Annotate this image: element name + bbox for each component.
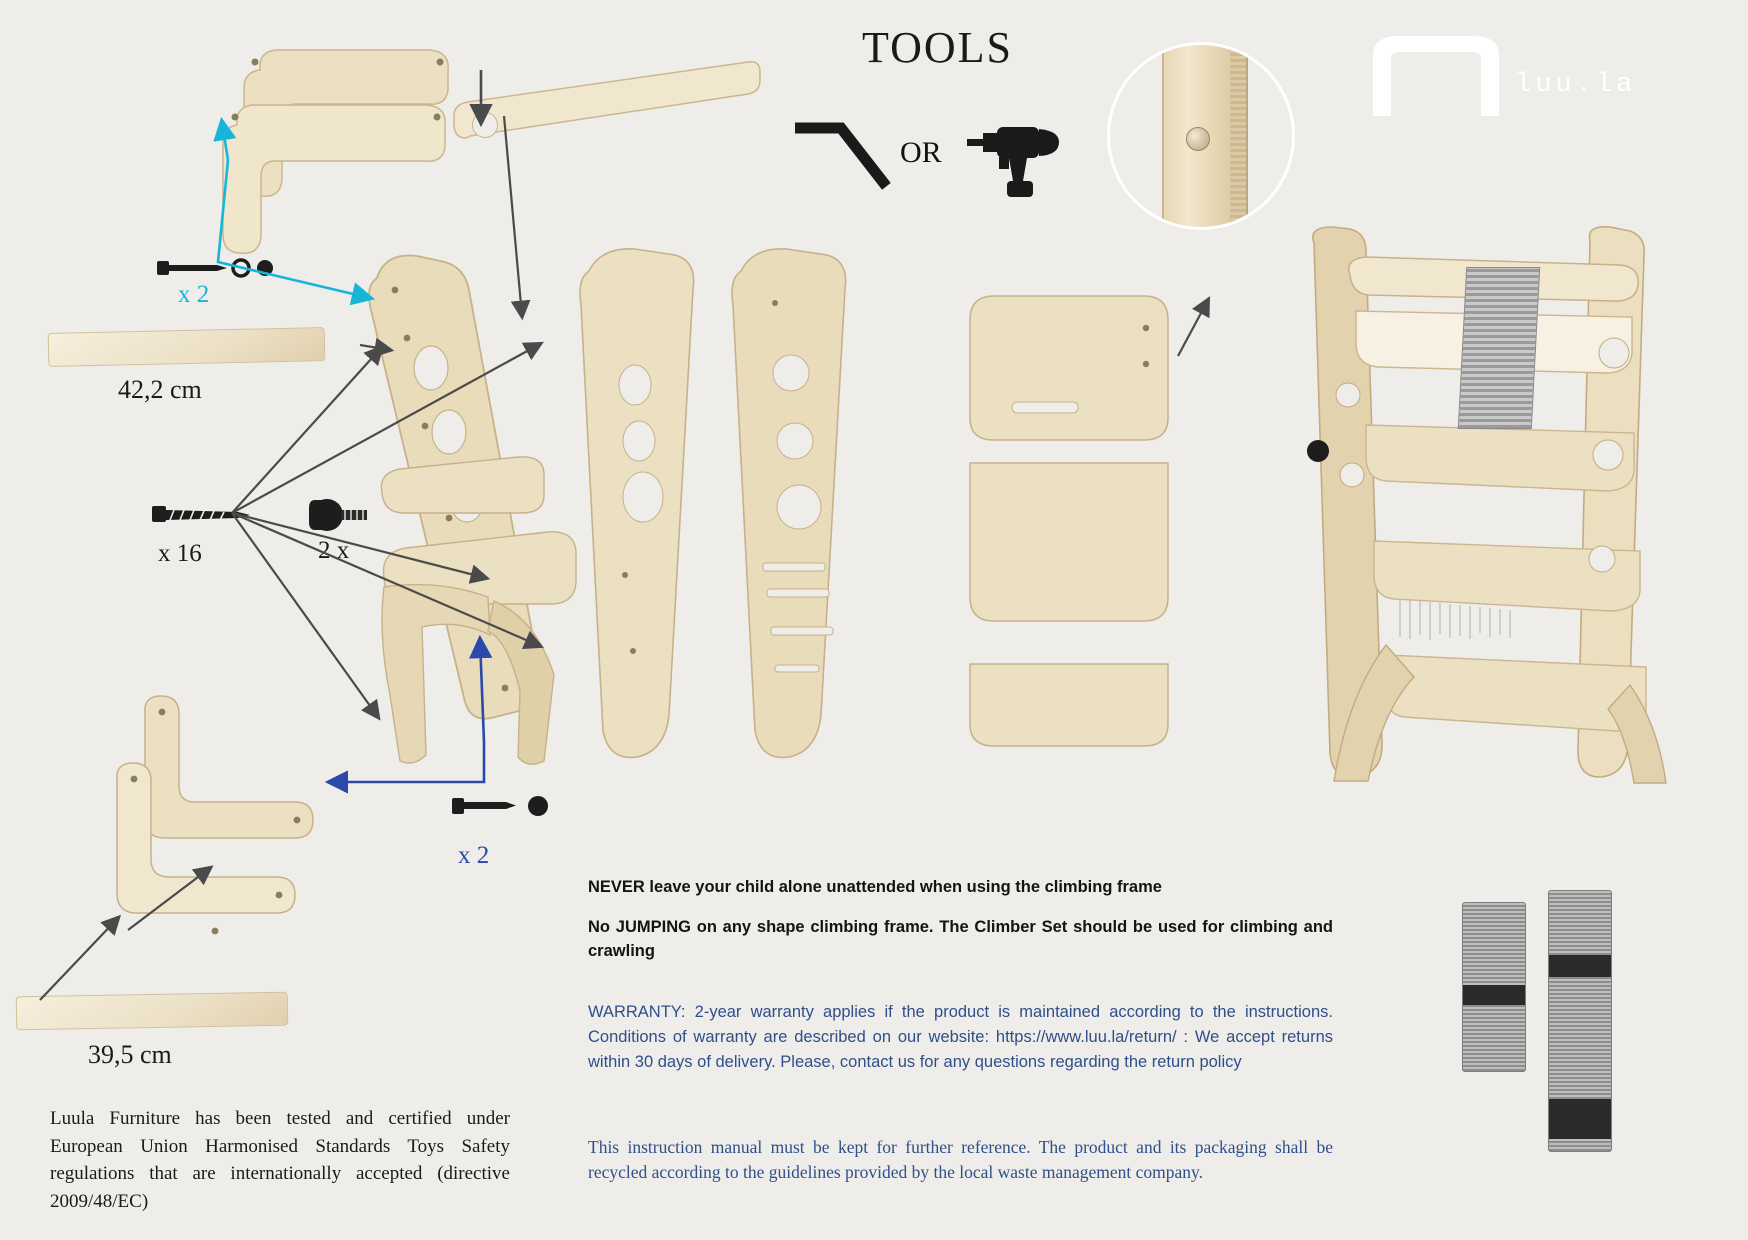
safety-warning-1: NEVER leave your child alone unattended when using the climbing frame (588, 878, 1162, 896)
brand-name: luu.la (1515, 70, 1637, 100)
bottom-bracket-shape-2 (95, 755, 305, 950)
allen-key-icon (795, 120, 900, 195)
rail-shape (452, 60, 762, 140)
strap-right-band-bottom (1549, 1099, 1611, 1139)
panel-bottom-shape (968, 658, 1170, 750)
long-rail-top (452, 60, 762, 140)
safety-warning-2: No JUMPING on any shape climbing frame. The Climber Set should be used for climbing and crawling (588, 918, 1333, 960)
qty-bolt-washer-cap: x 2 (178, 281, 210, 308)
tread-small-1 (378, 455, 548, 517)
recycling-text: This instruction manual must be kept for further reference. The product and its packaging shall be recycled according to the guidelines provided by the local waste management company. (588, 1137, 1333, 1183)
panel-top-shape (968, 292, 1170, 444)
panel-top (968, 292, 1170, 444)
hardware-bolt-washer-cap (155, 252, 285, 292)
leg-shape (368, 575, 588, 770)
panel-bottom (968, 658, 1170, 750)
qty-screws: x 16 (158, 540, 202, 567)
hardware-screw (150, 500, 260, 530)
strap-group (1460, 890, 1650, 1180)
bar-42 (48, 327, 326, 367)
strap-right-band-top (1549, 955, 1611, 977)
hardware-bolt-cap (450, 790, 560, 826)
strap-right (1548, 890, 1612, 1152)
brand-logo (1355, 30, 1637, 126)
rail-tall-right-shape (715, 245, 865, 770)
assembled-tower-photo (1290, 225, 1710, 785)
magnified-plywood-edge (1230, 42, 1246, 230)
panel-middle-shape (968, 455, 1170, 625)
page-title: TOOLS (862, 23, 1013, 72)
qty-knobs: 2 x (318, 537, 350, 564)
bar-39 (16, 992, 289, 1031)
qty-bolt-cap: x 2 (458, 842, 490, 869)
strap-left (1462, 902, 1526, 1072)
knob-icon (305, 490, 375, 540)
magnified-screw-head (1186, 127, 1210, 151)
bolt-cap-icon (450, 790, 560, 826)
luula-logo-icon (1355, 30, 1505, 118)
bottom-bracket-2 (95, 755, 305, 950)
panel-middle (968, 455, 1170, 625)
rail-tall-right (715, 245, 865, 770)
dimension-label-top: 42,2 cm (118, 375, 202, 404)
warranty-text: WARRANTY: 2-year warranty applies if the product is maintained according to the instructions. Conditions of warranty are described on our website: https://www.luu.la/return/ : We accept returns within 30 days of delivery. Please, contact us for any questions regarding the return policy (588, 1003, 1333, 1071)
detail-magnifier (1107, 42, 1295, 230)
hardware-knob (305, 490, 375, 540)
draped-mat (1458, 267, 1540, 429)
strap-left-band (1463, 985, 1525, 1005)
dimension-label-bottom: 39,5 cm (88, 1040, 172, 1069)
leg-curved (368, 575, 588, 770)
bolt-washer-cap-icon (155, 252, 285, 292)
certification-text: Luula Furniture has been tested and certified under European Union Harmonised Standards Toys Safety regulations that are internationally accepted (directive 2009/48/EC) (50, 1108, 510, 1212)
or-label: OR (900, 136, 942, 169)
rail-tall-left-shape (565, 245, 710, 770)
rail-tall-left (565, 245, 710, 770)
screw-icon (150, 500, 260, 530)
drill-icon (965, 115, 1075, 205)
tread-shape-1 (378, 455, 548, 517)
